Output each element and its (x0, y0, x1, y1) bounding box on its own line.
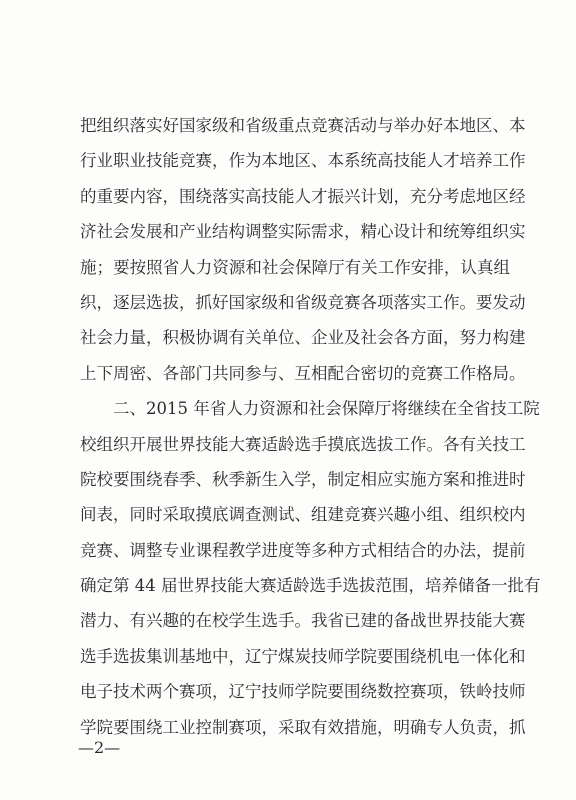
text-line: 施；要按照省人力资源和社会保障厅有关工作安排，认真组 (80, 257, 510, 277)
text-line: 织，逐层选拔，抓好国家级和省级竞赛各项落实工作。要发动 (80, 292, 526, 312)
text-line: 上下周密、各部门共同参与、互相配合密切的竞赛工作格局。 (80, 363, 526, 383)
text-line: 行业职业技能竞赛，作为本地区、本系统高技能人才培养工作 (80, 151, 526, 171)
page-number: —2— (78, 738, 121, 757)
text-line: 校组织开展世界技能大赛适龄选手摸底选拔工作。各有关技工 (80, 434, 526, 454)
document-body (80, 108, 541, 745)
text-line: 的重要内容，围绕落实高技能人才振兴计划，充分考虑地区经 (80, 186, 526, 206)
text-line: 社会力量，积极协调有关单位、企业及社会各方面，努力构建 (80, 328, 526, 348)
text-line: 学院要围绕工业控制赛项，采取有效措施，明确专人负责，抓 (80, 717, 526, 737)
text-line: 间表，同时采取摸底调查测试、组建竞赛兴趣小组、组织校内 (80, 505, 526, 525)
text-line: 确定第 44 届世界技能大赛适龄选手选拔范围，培养储备一批有 (80, 576, 541, 596)
text-line: 竞赛、调整专业课程教学进度等多种方式相结合的办法，提前 (80, 540, 526, 560)
text-line: 二、2015 年省人力资源和社会保障厅将继续在全省技工院 (113, 399, 540, 419)
text-line: 选手选拔集训基地中，辽宁煤炭技师学院要围绕机电一体化和 (80, 646, 526, 666)
text-line: 济社会发展和产业结构调整实际需求，精心设计和统筹组织实 (80, 222, 526, 242)
text-line: 电子技术两个赛项，辽宁技师学院要围绕数控赛项，铁岭技师 (80, 682, 526, 702)
text-line: 潜力、有兴趣的在校学生选手。我省已建的备战世界技能大赛 (80, 611, 526, 631)
text-line: 院校要围绕春季、秋季新生入学，制定相应实施方案和推进时 (80, 469, 526, 489)
text-line: 把组织落实好国家级和省级重点竞赛活动与举办好本地区、本 (80, 116, 526, 135)
